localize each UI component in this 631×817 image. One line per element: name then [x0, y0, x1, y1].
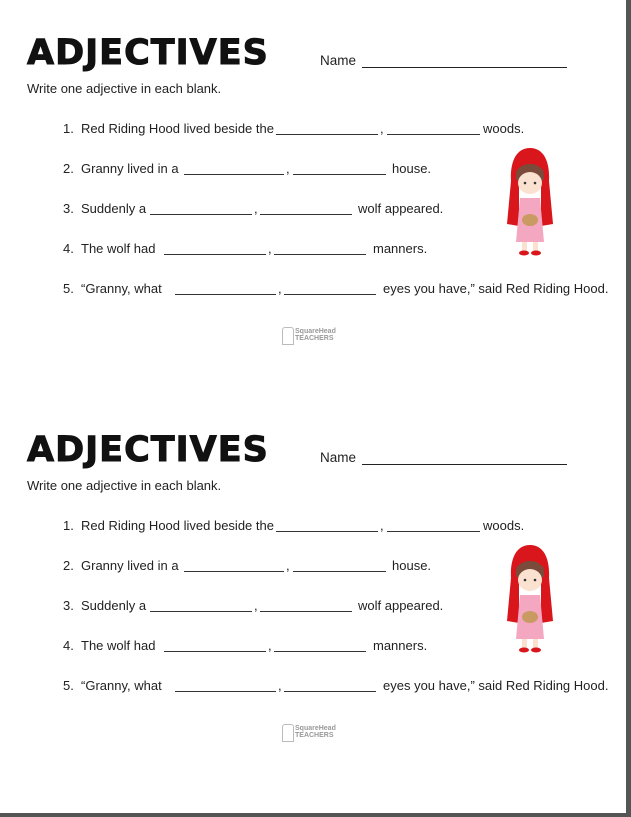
name-field[interactable]	[362, 67, 567, 68]
item-text-before: “Granny, what	[81, 678, 162, 693]
answer-blank-1[interactable]	[164, 254, 266, 255]
item-text-before: The wolf had	[81, 638, 156, 653]
name-label: Name	[320, 450, 357, 465]
answer-blank-1[interactable]	[276, 531, 378, 532]
item-text-after: wolf appeared.	[358, 201, 444, 216]
answer-blank-2[interactable]	[387, 134, 480, 135]
logo-mark-icon	[282, 327, 294, 345]
answer-blank-2[interactable]	[260, 214, 352, 215]
question-item	[0, 518, 631, 538]
worksheet	[0, 0, 631, 397]
comma: ,	[254, 598, 258, 613]
page-border-bottom	[0, 813, 631, 817]
answer-blank-2[interactable]	[274, 651, 366, 652]
answer-blank-2[interactable]	[387, 531, 480, 532]
answer-blank-1[interactable]	[184, 571, 284, 572]
item-number: 5.	[63, 281, 74, 296]
worksheet	[0, 397, 631, 794]
answer-blank-1[interactable]	[150, 214, 252, 215]
answer-blank-1[interactable]	[276, 134, 378, 135]
item-text-before: Suddenly a	[81, 598, 147, 613]
red-riding-hood-illustration	[505, 146, 555, 261]
publisher-logo	[282, 326, 352, 346]
item-text-after: eyes you have,” said Red Riding Hood.	[383, 678, 609, 693]
worksheet-title: ADJECTIVES	[27, 430, 269, 470]
answer-blank-1[interactable]	[184, 174, 284, 175]
item-text-after: manners.	[373, 638, 428, 653]
item-text-after: house.	[392, 558, 432, 573]
answer-blank-2[interactable]	[284, 691, 376, 692]
comma: ,	[286, 161, 290, 176]
worksheet-title: ADJECTIVES	[27, 33, 269, 73]
item-text-after: manners.	[373, 241, 428, 256]
item-text-after: woods.	[483, 518, 525, 533]
comma: ,	[380, 121, 384, 136]
answer-blank-2[interactable]	[293, 571, 386, 572]
question-item	[0, 281, 631, 301]
question-item	[0, 678, 631, 698]
answer-blank-1[interactable]	[150, 611, 252, 612]
answer-blank-2[interactable]	[274, 254, 366, 255]
answer-blank-1[interactable]	[175, 294, 276, 295]
name-field[interactable]	[362, 464, 567, 465]
item-number: 1.	[63, 518, 74, 533]
item-text-before: Granny lived in a	[81, 161, 179, 176]
item-text-after: house.	[392, 161, 432, 176]
instructions: Write one adjective in each blank.	[27, 81, 222, 96]
answer-blank-2[interactable]	[260, 611, 352, 612]
answer-blank-2[interactable]	[284, 294, 376, 295]
publisher-logo	[282, 723, 352, 743]
item-number: 1.	[63, 121, 74, 136]
item-text-before: Granny lived in a	[81, 558, 179, 573]
logo-mark-icon	[282, 724, 294, 742]
logo-text: SquareHead TEACHERS	[295, 725, 336, 739]
name-label: Name	[320, 53, 357, 68]
item-number: 3.	[63, 598, 74, 613]
page-border-right	[626, 0, 631, 817]
comma: ,	[380, 518, 384, 533]
question-item	[0, 121, 631, 141]
item-number: 5.	[63, 678, 74, 693]
item-text-before: Red Riding Hood lived beside the	[81, 121, 274, 136]
item-text-before: The wolf had	[81, 241, 156, 256]
item-text-after: wolf appeared.	[358, 598, 444, 613]
comma: ,	[278, 281, 282, 296]
instructions: Write one adjective in each blank.	[27, 478, 222, 493]
answer-blank-1[interactable]	[164, 651, 266, 652]
item-text-before: Suddenly a	[81, 201, 147, 216]
item-text-before: “Granny, what	[81, 281, 162, 296]
comma: ,	[278, 678, 282, 693]
comma: ,	[268, 638, 272, 653]
item-text-after: woods.	[483, 121, 525, 136]
item-text-after: eyes you have,” said Red Riding Hood.	[383, 281, 609, 296]
item-number: 4.	[63, 241, 74, 256]
item-number: 3.	[63, 201, 74, 216]
answer-blank-2[interactable]	[293, 174, 386, 175]
item-number: 2.	[63, 161, 74, 176]
comma: ,	[268, 241, 272, 256]
logo-text: SquareHead TEACHERS	[295, 328, 336, 342]
item-text-before: Red Riding Hood lived beside the	[81, 518, 274, 533]
answer-blank-1[interactable]	[175, 691, 276, 692]
comma: ,	[254, 201, 258, 216]
item-number: 2.	[63, 558, 74, 573]
comma: ,	[286, 558, 290, 573]
item-number: 4.	[63, 638, 74, 653]
red-riding-hood-illustration	[505, 543, 555, 658]
